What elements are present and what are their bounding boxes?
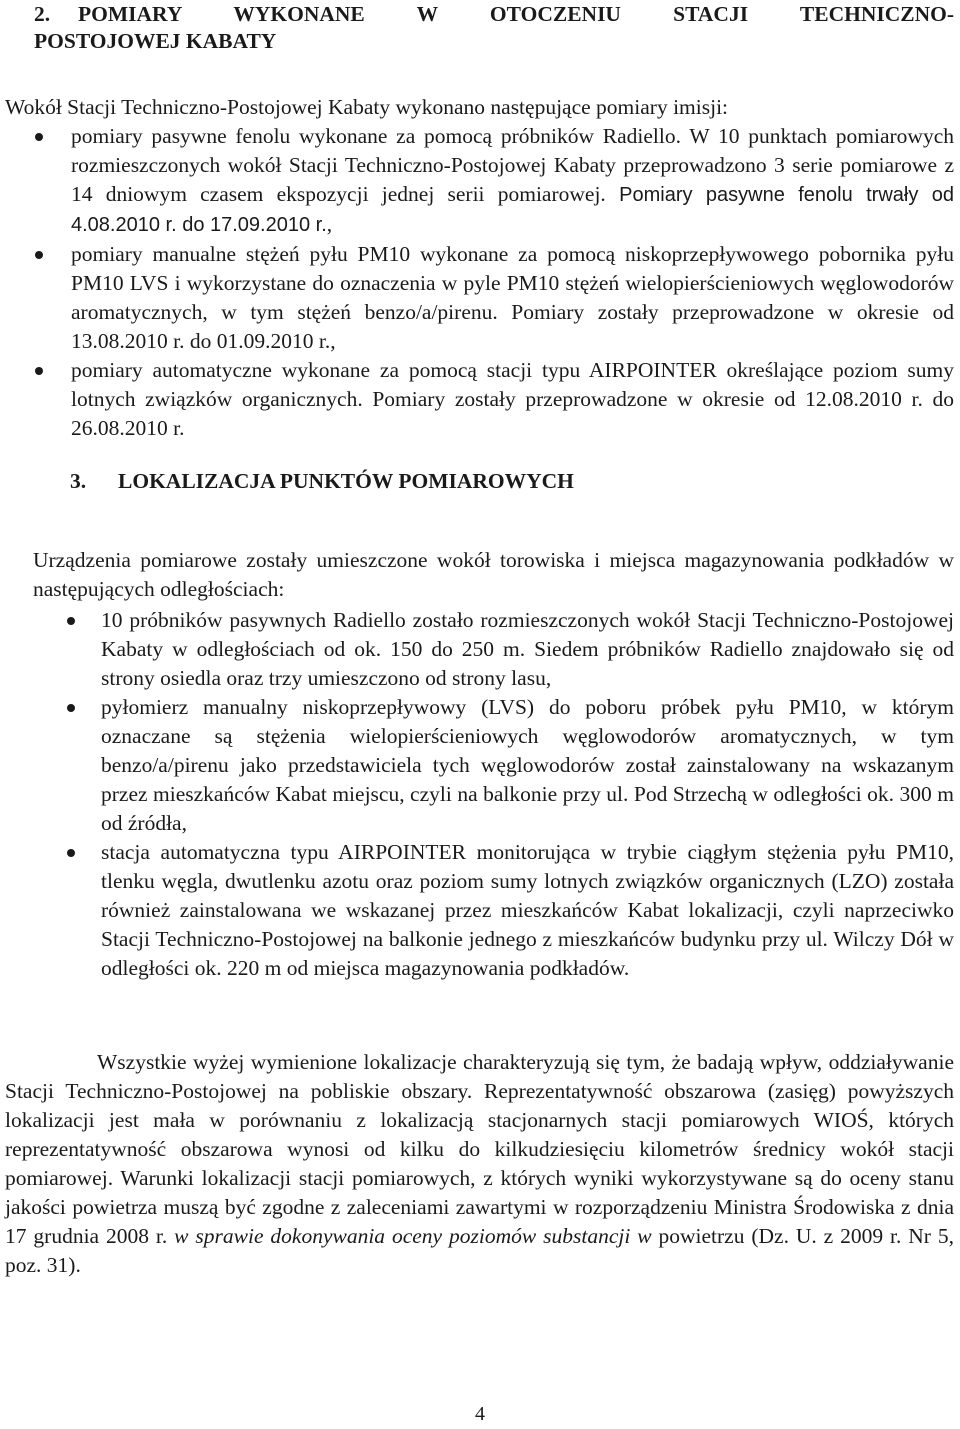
bullet-text: pyłomierz manualny niskoprzepływowy (LVS) do poboru próbek pyłu PM10, w którym oznaczane są stężenia wielopierścieniowych węglowodorów aromatycznych, w tym benzo/a/pirenu jako przedstawiciela tych węglowodorów został zainstalowany na wskazanym przez mieszkańców Kabat miejscu, czyli na balkonie przy ul. Pod Strzechą w odległości ok. 300 m od źródła, (101, 695, 954, 835)
list-item (5, 356, 954, 443)
section-2-bullet-list (5, 122, 954, 443)
bullet-text-sans: Pomiary pasywne fenolu trwały od 4.08.2010 r. do 17.09.2010 r. (71, 184, 954, 236)
bullet-icon (67, 617, 75, 625)
bullet-icon (35, 133, 43, 141)
bullet-text: 10 próbników pasywnych Radiello zostało rozmieszczonych wokół Stacji Techniczno-Postojowej Kabaty w odległościach od ok. 150 do 250 m. Siedem próbników Radiello znajdowało się od strony osiedla oraz trzy umieszczono od strony lasu, (101, 608, 954, 690)
section-2-title-line2: POSTOJOWEJ KABATY (34, 29, 277, 53)
section-2-heading (34, 1, 954, 55)
bullet-text: pomiary automatyczne wykonane za pomocą stacji typu AIRPOINTER określające poziom sumy lotnych związków organicznych. Pomiary zostały przeprowadzone w okresie od 12.08.2010 r. do 26.08.2010 r. (71, 358, 954, 440)
section-3-bullet-list (33, 606, 954, 983)
bullet-tail: , (326, 212, 333, 236)
section-3-number: 3. (70, 469, 87, 493)
section-3-intro: Urządzenia pomiarowe zostały umieszczone wokół torowiska i miejsca magazynowania podkładów w następujących odległościach: (33, 548, 954, 601)
closing-italic: w sprawie dokonywania oceny poziomów substancji w (174, 1224, 652, 1248)
bullet-text: stacja automatyczna typu AIRPOINTER monitorująca w trybie ciągłym stężenia pyłu PM10, tlenku węgla, dwutlenku azotu oraz poziom sumy lotnych związków organicznych (LZO) została również zainstalowana we wskazanej przez mieszkańców Kabat lokalizacji, czyli naprzeciwko Stacji Techniczno-Postojowej na balkonie jednego z mieszkańców budynku przy ul. Wilczy Dół w odległości ok. 220 m od miejsca magazynowania podkładów. (101, 840, 954, 980)
section-2-title-line1: POMIARY WYKONANE W OTOCZENIU STACJI TECHNICZNO- (78, 2, 954, 26)
closing-paragraph (5, 1048, 954, 1280)
closing-end: powietrzu (Dz. U. z 2009 r. Nr 5, poz. 31). (5, 1224, 954, 1277)
section-3-heading (70, 468, 954, 495)
list-item (5, 122, 954, 240)
bullet-icon (35, 251, 43, 259)
section-2-intro: Wokół Stacji Techniczno-Postojowej Kabaty wykonano następujące pomiary imisji: (5, 95, 729, 119)
list-item (33, 693, 954, 838)
bullet-icon (67, 849, 75, 857)
list-item (33, 838, 954, 983)
bullet-icon (67, 704, 75, 712)
section-3-title: LOKALIZACJA PUNKTÓW POMIAROWYCH (118, 469, 574, 493)
bullet-tail: , (330, 329, 336, 353)
bullet-icon (35, 367, 43, 375)
bullet-text: pomiary pasywne fenolu wykonane za pomocą próbników Radiello. W 10 punktach pomiarowych rozmieszczonych wokół Stacji Techniczno-Postojowej Kabaty przeprowadzono 3 serie pomiarowe z 14 dniowym czasem ekspozycji jednej serii pomiarowej. (71, 124, 954, 206)
closing-text: Wszystkie wyżej wymienione lokalizacje charakteryzują się tym, że badają wpływ, oddziaływanie Stacji Techniczno-Postojowej na pobliskie obszary. Reprezentatywność obszarowa (zasięg) powyższych lokalizacji jest mała w porównaniu z lokalizacją stacjonarnych stacji pomiarowych WIOŚ, których reprezentatywność obszarowa wynosi od kilku do kilkudziesięciu kilometrów średnicy wokół stacji pomiarowej. Warunki lokalizacji stacji pomiarowych, z których wyniki wykorzystywane są do oceny stanu jakości powietrza muszą być zgodne z zaleceniami zawartymi w rozporządzeniu Ministra Środowiska z dnia 17 grudnia 2008 r. (5, 1050, 954, 1248)
bullet-text: pomiary manualne stężeń pyłu PM10 wykonane za pomocą niskoprzepływowego pobornika pyłu PM10 LVS i wykorzystane do oznaczenia w pyle PM10 stężeń wielopierścieniowych węglowodorów aromatycznych, w tym stężeń benzo/a/pirenu. Pomiary zostały przeprowadzone w okresie od 13.08.2010 r. do 01.09.2010 r. (71, 242, 954, 353)
page-number: 4 (475, 1403, 485, 1425)
list-item (5, 240, 954, 356)
section-2-number: 2. (34, 2, 51, 26)
list-item (33, 606, 954, 693)
